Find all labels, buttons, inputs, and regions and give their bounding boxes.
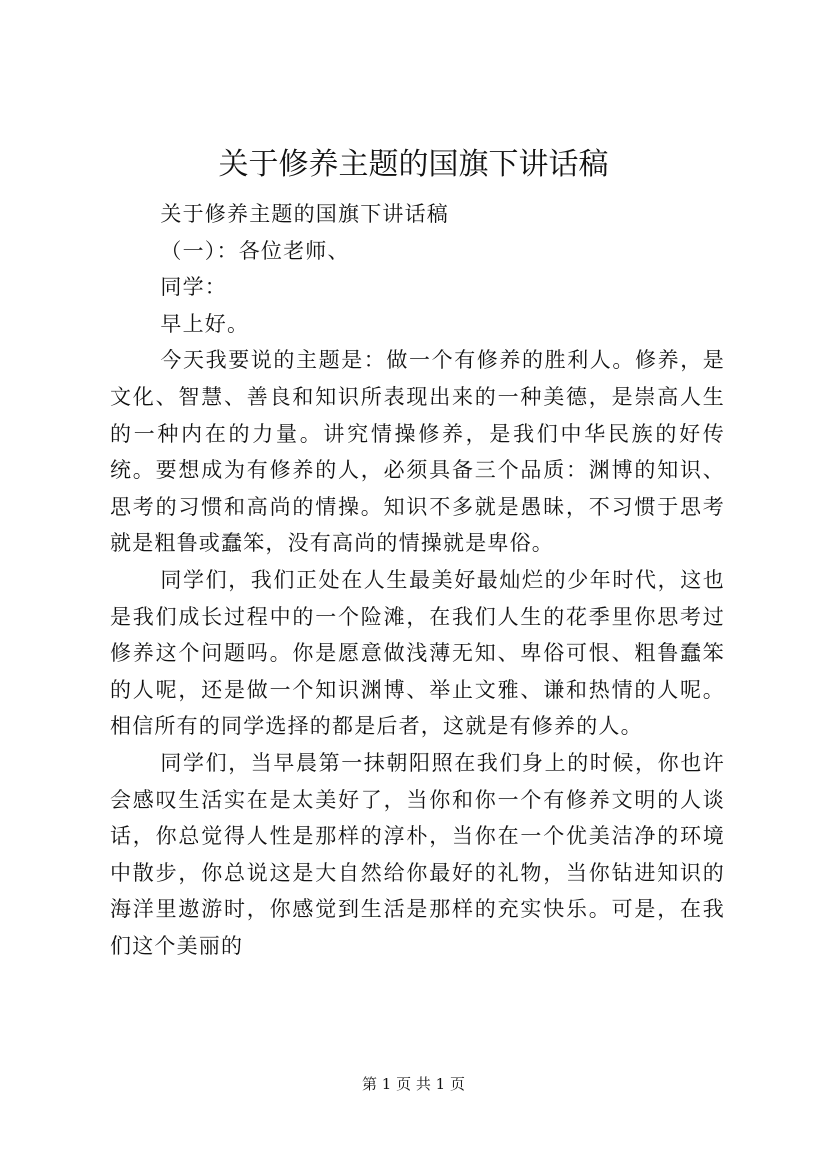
document-title: 关于修养主题的国旗下讲话稿 bbox=[218, 147, 609, 182]
paragraph-body: 同学们，当早晨第一抹朝阳照在我们身上的时候，你也许会感叹生活实在是太美好了，当你和你一个有修养文明的人谈话，你总觉得人性是那样的淳朴，当你在一个优美洁净的环境中散步，你总说这是大自然给你最好的礼物，当你钻进知识的海洋里遨游时，你感觉到生活是那样的充实快乐。可是，在我们这个美丽的 bbox=[110, 750, 725, 958]
paragraph-subtitle: 关于修养主题的国旗下讲话稿 bbox=[160, 202, 449, 226]
paragraph-body: 同学们，我们正处在人生最美好最灿烂的少年时代，这也是我们成长过程中的一个险滩，在我们人生的花季里你思考过修养这个问题吗。你是愿意做浅薄无知、卑俗可恨、粗鲁蠢笨的人呢，还是做一个知识渊博、举止文雅、谦和热情的人呢。相信所有的同学选择的都是后者，这就是有修养的人。 bbox=[110, 567, 725, 739]
paragraph-part-one: （一）：各位老师、 bbox=[160, 238, 350, 263]
page-number: 第 1 页 共 1 页 bbox=[362, 1075, 465, 1093]
paragraph-body: 今天我要说的主题是：做一个有修养的胜利人。修养，是文化、智慧、善良和知识所表现出来的一种美德，是崇高人生的一种内在的力量。讲究情操修养，是我们中华民族的好传统。要想成为有修养的人，必须具备三个品质：渊博的知识、思考的习惯和高尚的情操。知识不多就是愚昧，不习惯于思考就是粗鲁或蠢笨，没有高尚的情操就是卑俗。 bbox=[110, 348, 725, 556]
page-footer bbox=[0, 1074, 827, 1094]
paragraph-greeting-students: 同学： bbox=[160, 275, 227, 300]
paragraph-good-morning: 早上好。 bbox=[160, 311, 250, 336]
document-body bbox=[110, 196, 725, 964]
